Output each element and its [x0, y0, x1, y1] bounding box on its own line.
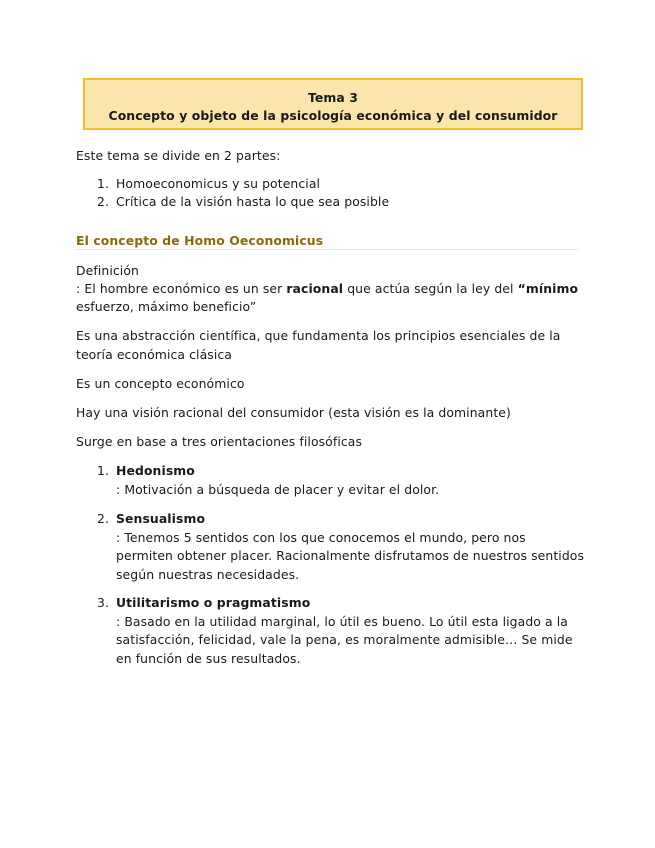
heading-divider	[76, 249, 578, 250]
definition-line-2: esfuerzo, máximo beneficio”	[76, 299, 257, 314]
definition-line	[76, 281, 578, 296]
part-number: 2.	[97, 194, 110, 209]
orientation-description: : Motivación a búsqueda de placer y evitar el dolor.	[116, 482, 440, 497]
paragraph: teoría económica clásica	[76, 347, 232, 362]
document-subtitle: Concepto y objeto de la psicología económica y del consumidor	[108, 108, 558, 123]
orientation-number: 3.	[97, 595, 110, 610]
title-box	[83, 78, 583, 130]
paragraph: Hay una visión racional del consumidor (esta visión es la dominante)	[76, 405, 511, 420]
orientation-title: Utilitarismo o pragmatismo	[116, 595, 311, 610]
orientation-number: 2.	[97, 511, 110, 526]
orientation-number: 1.	[97, 463, 110, 478]
definition-bold: racional	[286, 281, 344, 296]
part-number: 1.	[97, 176, 110, 191]
paragraph: Es un concepto económico	[76, 376, 245, 391]
section-heading: El concepto de Homo Oeconomicus	[76, 233, 324, 248]
orientation-title: Sensualismo	[116, 511, 206, 526]
definition-text: que actúa según la ley del	[343, 281, 518, 296]
orientation-description: : Tenemos 5 sentidos con los que conocemos el mundo, pero nos	[116, 530, 526, 545]
orientation-title: Hedonismo	[116, 463, 195, 478]
part-item: Homoeconomicus y su potencial	[116, 176, 321, 191]
intro-text: Este tema se divide en 2 partes:	[76, 148, 281, 163]
definition-label: Definición	[76, 263, 139, 278]
orientation-description: : Basado en la utilidad marginal, lo útil es bueno. Lo útil esta ligado a la	[116, 614, 568, 629]
orientation-description: satisfacción, felicidad, vale la pena, es moralmente admisible… Se mide	[116, 632, 573, 647]
orientation-description: permiten obtener placer. Racionalmente disfrutamos de nuestros sentidos	[116, 548, 585, 563]
definition-text: : El hombre económico es un ser	[76, 281, 287, 296]
orientation-description: según nuestras necesidades.	[116, 567, 300, 582]
document-title: Tema 3	[307, 90, 359, 105]
definition-quote: “mínimo	[517, 281, 579, 296]
part-item: Crítica de la visión hasta lo que sea posible	[116, 194, 390, 209]
orientation-description: en función de sus resultados.	[116, 651, 301, 666]
paragraph: Surge en base a tres orientaciones filosóficas	[76, 434, 363, 449]
paragraph: Es una abstracción científica, que fundamenta los principios esenciales de la	[76, 328, 561, 343]
